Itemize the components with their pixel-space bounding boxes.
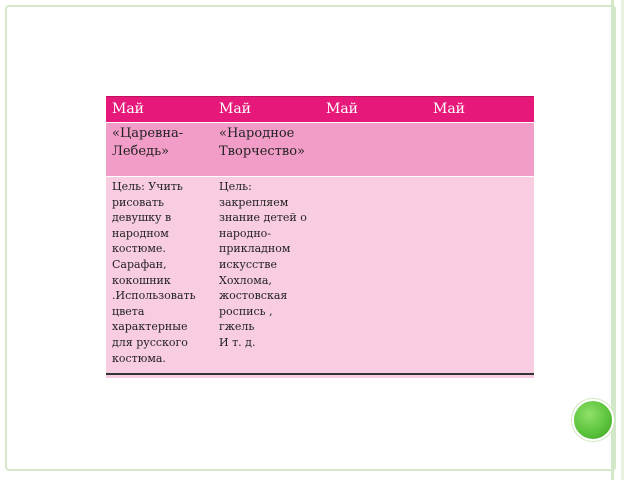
green-circle-decoration — [572, 399, 614, 441]
theme-cell: «Царевна- Лебедь» — [106, 123, 213, 177]
theme-cell — [427, 123, 534, 177]
decorative-side-line-inner — [621, 0, 624, 480]
goal-cell — [427, 177, 534, 379]
goal-cell: Цель: закрепляем знание детей о народно- прикладном искусстве Хохлома, жостовская роспись , гжель И т. д. — [213, 177, 320, 379]
header-cell-month: Май — [320, 97, 427, 123]
table-row-theme — [106, 123, 534, 177]
theme-cell: «Народное Творчество» — [213, 123, 320, 177]
decorative-side-line — [611, 0, 614, 480]
table-row-goal — [106, 177, 534, 379]
table-header-row — [106, 97, 534, 123]
header-cell-month: Май — [213, 97, 320, 123]
goal-cell: Цель: Учить рисовать девушку в народном костюме. Сарафан, кокошник .Использовать цвета характерные для русского костюма. — [106, 177, 213, 379]
table-bottom-rule — [106, 373, 534, 375]
header-cell-month: Май — [106, 97, 213, 123]
goal-cell — [320, 177, 427, 379]
header-cell-month: Май — [427, 97, 534, 123]
lesson-plan-table — [106, 97, 534, 378]
theme-cell — [320, 123, 427, 177]
